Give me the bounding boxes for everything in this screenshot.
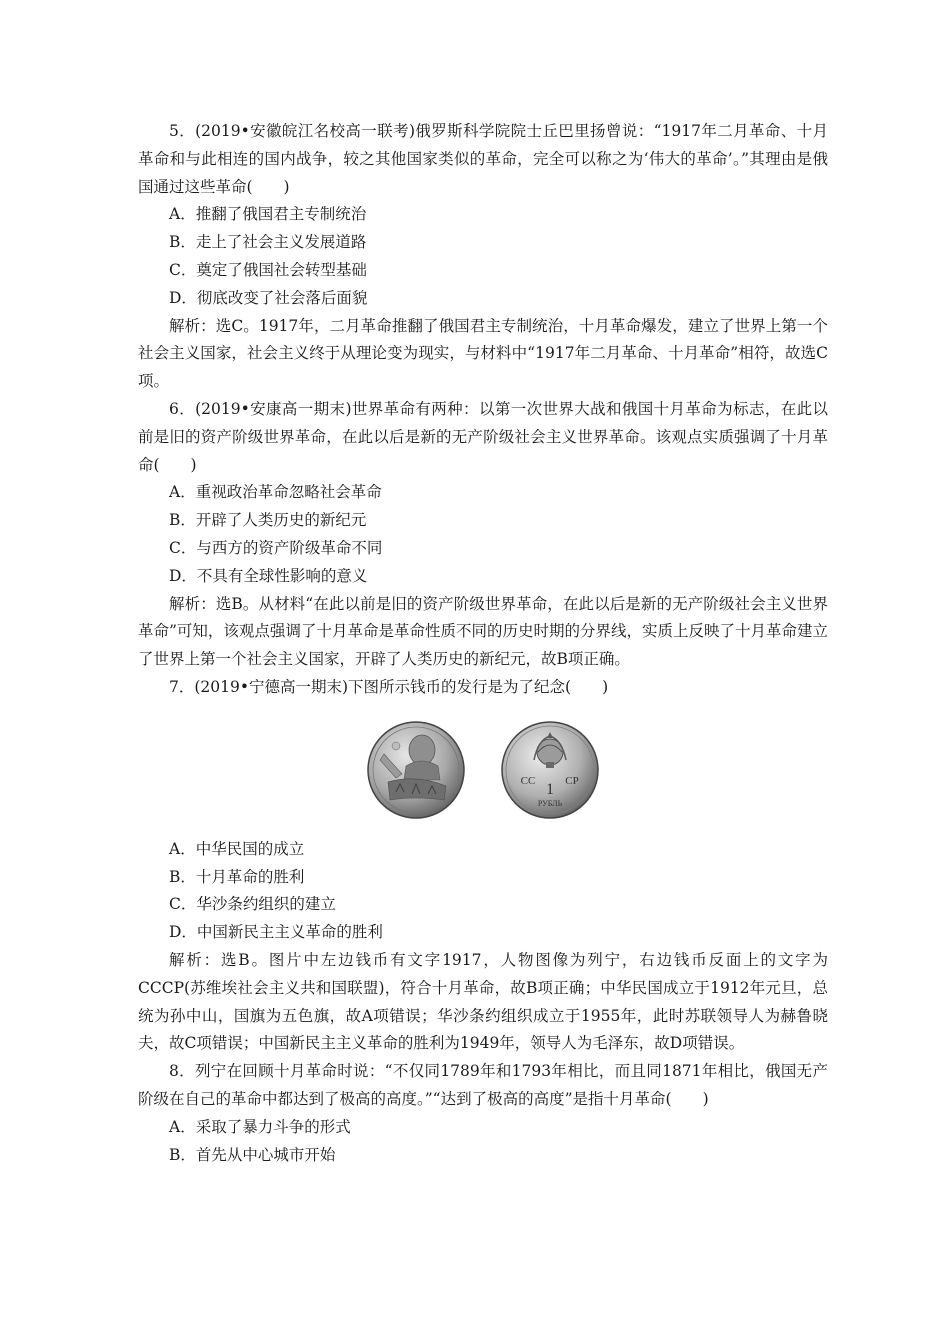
question-6-analysis: 解析：选B。从材料“在此以前是旧的资产阶级世界革命，在此以后是新的无产阶级社会主义世界革命”可知，该观点强调了十月革命是革命性质不同的历史时期的分界线，实质上反映了十月革命建立了世界上第一个社会主义国家，开辟了人类历史的新纪元，故B项正确。 xyxy=(138,594,828,669)
question-6-option-c: C．与西方的资产阶级革命不同 xyxy=(169,538,383,557)
question-8-option-b: B．首先从中心城市开始 xyxy=(169,1145,336,1164)
question-6-option-d: D．不具有全球性影响的意义 xyxy=(169,566,368,585)
coin-value: 1 xyxy=(546,780,554,798)
coin-images xyxy=(138,710,828,830)
coin-word: РУБЛЬ xyxy=(537,798,563,808)
question-7-analysis: 解析：选B。图片中左边钱币有文字1917，人物图像为列宁，右边钱币反面上的文字为CCCP(苏维埃社会主义共和国联盟)，符合十月革命，故B项正确；中华民国成立于1912年元旦，总统为孙中山，国旗为五色旗，故A项错误；华沙条约组织成立于1955年，此时苏联领导人为赫鲁晓夫，故C项错误；中国新民主主义革命的胜利为1949年，领导人为毛泽东，故D项错误。 xyxy=(138,950,828,1053)
document-content xyxy=(138,118,828,1169)
question-7-stem: 7．(2019•宁德高一期末)下图所示钱币的发行是为了纪念( ) xyxy=(169,677,609,696)
coin-reverse-image xyxy=(500,720,600,820)
question-5-option-d: D．彻底改变了社会落后面貌 xyxy=(169,288,368,307)
question-8-option-a: A．采取了暴力斗争的形式 xyxy=(169,1117,351,1136)
coin-obverse-image xyxy=(366,720,466,820)
coin-text-left: СС xyxy=(520,774,536,787)
question-5-analysis: 解析：选C。1917年，二月革命推翻了俄国君主专制统治，十月革命爆发，建立了世界上第一个社会主义国家，社会主义终于从理论变为现实，与材料中“1917年二月革命、十月革命”相符，故选C项。 xyxy=(138,316,828,391)
question-7-option-d: D．中国新民主主义革命的胜利 xyxy=(169,923,383,942)
question-7-option-a: A．中华民国的成立 xyxy=(169,839,305,858)
question-6-option-b: B．开辟了人类历史的新纪元 xyxy=(169,511,367,530)
coin-text-right: СР xyxy=(565,774,579,787)
question-5-option-b: B．走上了社会主义发展道路 xyxy=(169,233,367,252)
question-5-option-c: C．奠定了俄国社会转型基础 xyxy=(169,260,367,279)
question-6-stem: 6．(2019•安康高一期末)世界革命有两种：以第一次世界大战和俄国十月革命为标志，在此以前是旧的资产阶级世界革命，在此以后是新的无产阶级社会主义世界革命。该观点实质强调了十月革命( ) xyxy=(138,399,828,474)
question-5-stem: 5．(2019•安徽皖江名校高一联考)俄罗斯科学院院士丘巴里扬曾说：“1917年二月革命、十月革命和与此相连的国内战争，较之其他国家类似的革命，完全可以称之为‘伟大的革命’。”其理由是俄国通过这些革命( ) xyxy=(138,122,828,196)
question-7-option-b: B．十月革命的胜利 xyxy=(169,867,305,886)
question-8-stem: 8．列宁在回顾十月革命时说：“不仅同1789年和1793年相比，而且同1871年相比，俄国无产阶级在自己的革命中都达到了极高的高度。”“达到了极高的高度”是指十月革命( ) xyxy=(138,1062,828,1108)
question-6-option-a: A．重视政治革命忽略社会革命 xyxy=(169,483,382,502)
question-5-option-a: A．推翻了俄国君主专制统治 xyxy=(169,205,367,224)
question-7-option-c: C．华沙条约组织的建立 xyxy=(169,895,336,914)
